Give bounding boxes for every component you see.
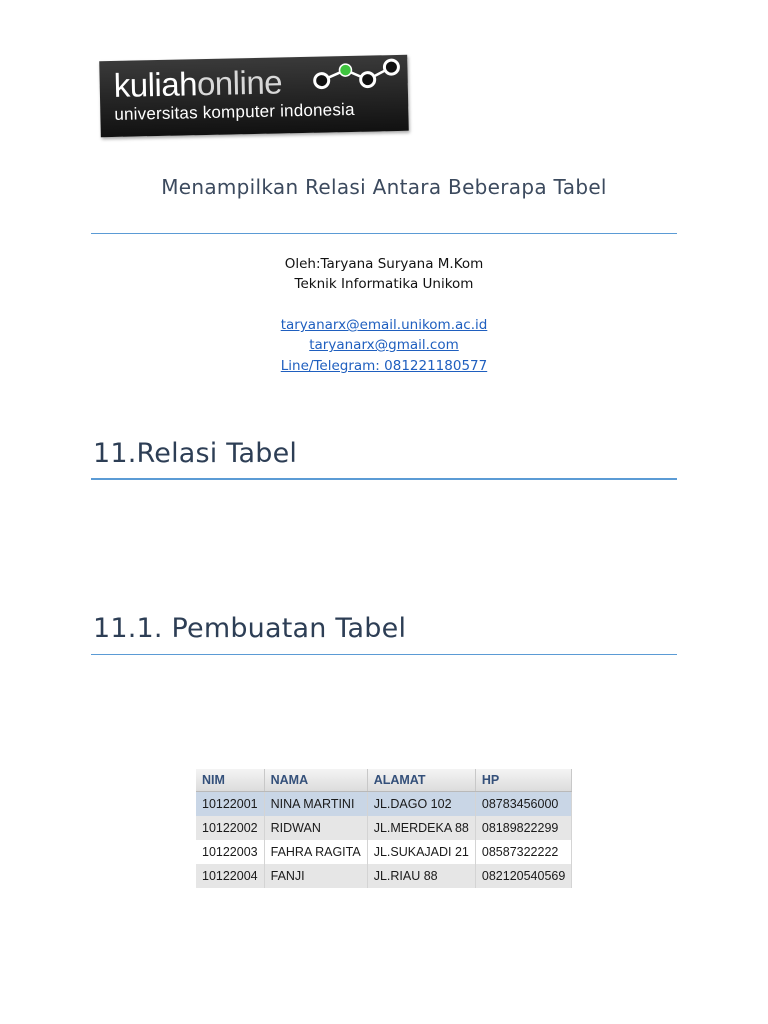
column-header-alamat[interactable]: ALAMAT	[367, 769, 475, 792]
column-header-nama[interactable]: NAMA	[264, 769, 367, 792]
cell-hp: 082120540569	[475, 864, 571, 888]
section-heading-relasi-tabel: 11.Relasi Tabel	[93, 438, 298, 469]
cell-nama: RIDWAN	[264, 816, 367, 840]
table-row[interactable]	[196, 840, 572, 864]
table-header-row	[196, 769, 572, 792]
author-name: Oleh:Taryana Suryana M.Kom	[284, 256, 484, 272]
kuliahonline-logo	[99, 55, 409, 137]
molecule-icon	[309, 57, 402, 99]
email-link-gmail[interactable]	[0, 337, 768, 353]
cell-alamat: JL.DAGO 102	[367, 792, 475, 817]
title-divider	[91, 233, 677, 234]
mahasiswa-table	[196, 769, 572, 888]
cell-alamat: JL.RIAU 88	[367, 864, 475, 888]
cell-alamat: JL.MERDEKA 88	[367, 816, 475, 840]
cell-alamat: JL.SUKAJADI 21	[367, 840, 475, 864]
table-row[interactable]	[196, 792, 572, 817]
cell-nim: 10122003	[196, 840, 264, 864]
section-divider-1	[91, 478, 677, 480]
column-header-hp[interactable]: HP	[475, 769, 571, 792]
cell-nama: NINA MARTINI	[264, 792, 367, 817]
logo-brand-text	[113, 63, 282, 105]
cell-hp: 08587322222	[475, 840, 571, 864]
logo-brand-main: kuliah	[113, 65, 198, 104]
contact-link-text[interactable]: Line/Telegram: 081221180577	[280, 358, 488, 374]
cell-hp: 08783456000	[475, 792, 571, 817]
cell-nama: FAHRA RAGITA	[264, 840, 367, 864]
column-header-nim[interactable]: NIM	[196, 769, 264, 792]
cell-hp: 08189822299	[475, 816, 571, 840]
logo-brand-accent: online	[196, 63, 283, 103]
logo-subtitle: universitas komputer indonesia	[114, 99, 355, 124]
section-divider-2	[91, 654, 677, 655]
table-row[interactable]	[196, 816, 572, 840]
author-affiliation: Teknik Informatika Unikom	[294, 276, 474, 292]
contact-link[interactable]	[0, 358, 768, 374]
email-link-unikom[interactable]	[0, 317, 768, 333]
table-row[interactable]	[196, 864, 572, 888]
section-heading-pembuatan-tabel: 11.1. Pembuatan Tabel	[93, 613, 407, 644]
cell-nim: 10122002	[196, 816, 264, 840]
email-link-gmail-text[interactable]: taryanarx@gmail.com	[309, 337, 459, 353]
cell-nim: 10122001	[196, 792, 264, 817]
document-title: Menampilkan Relasi Antara Beberapa Tabel	[161, 175, 607, 199]
cell-nama: FANJI	[264, 864, 367, 888]
email-link-unikom-text[interactable]: taryanarx@email.unikom.ac.id	[280, 317, 488, 333]
cell-nim: 10122004	[196, 864, 264, 888]
